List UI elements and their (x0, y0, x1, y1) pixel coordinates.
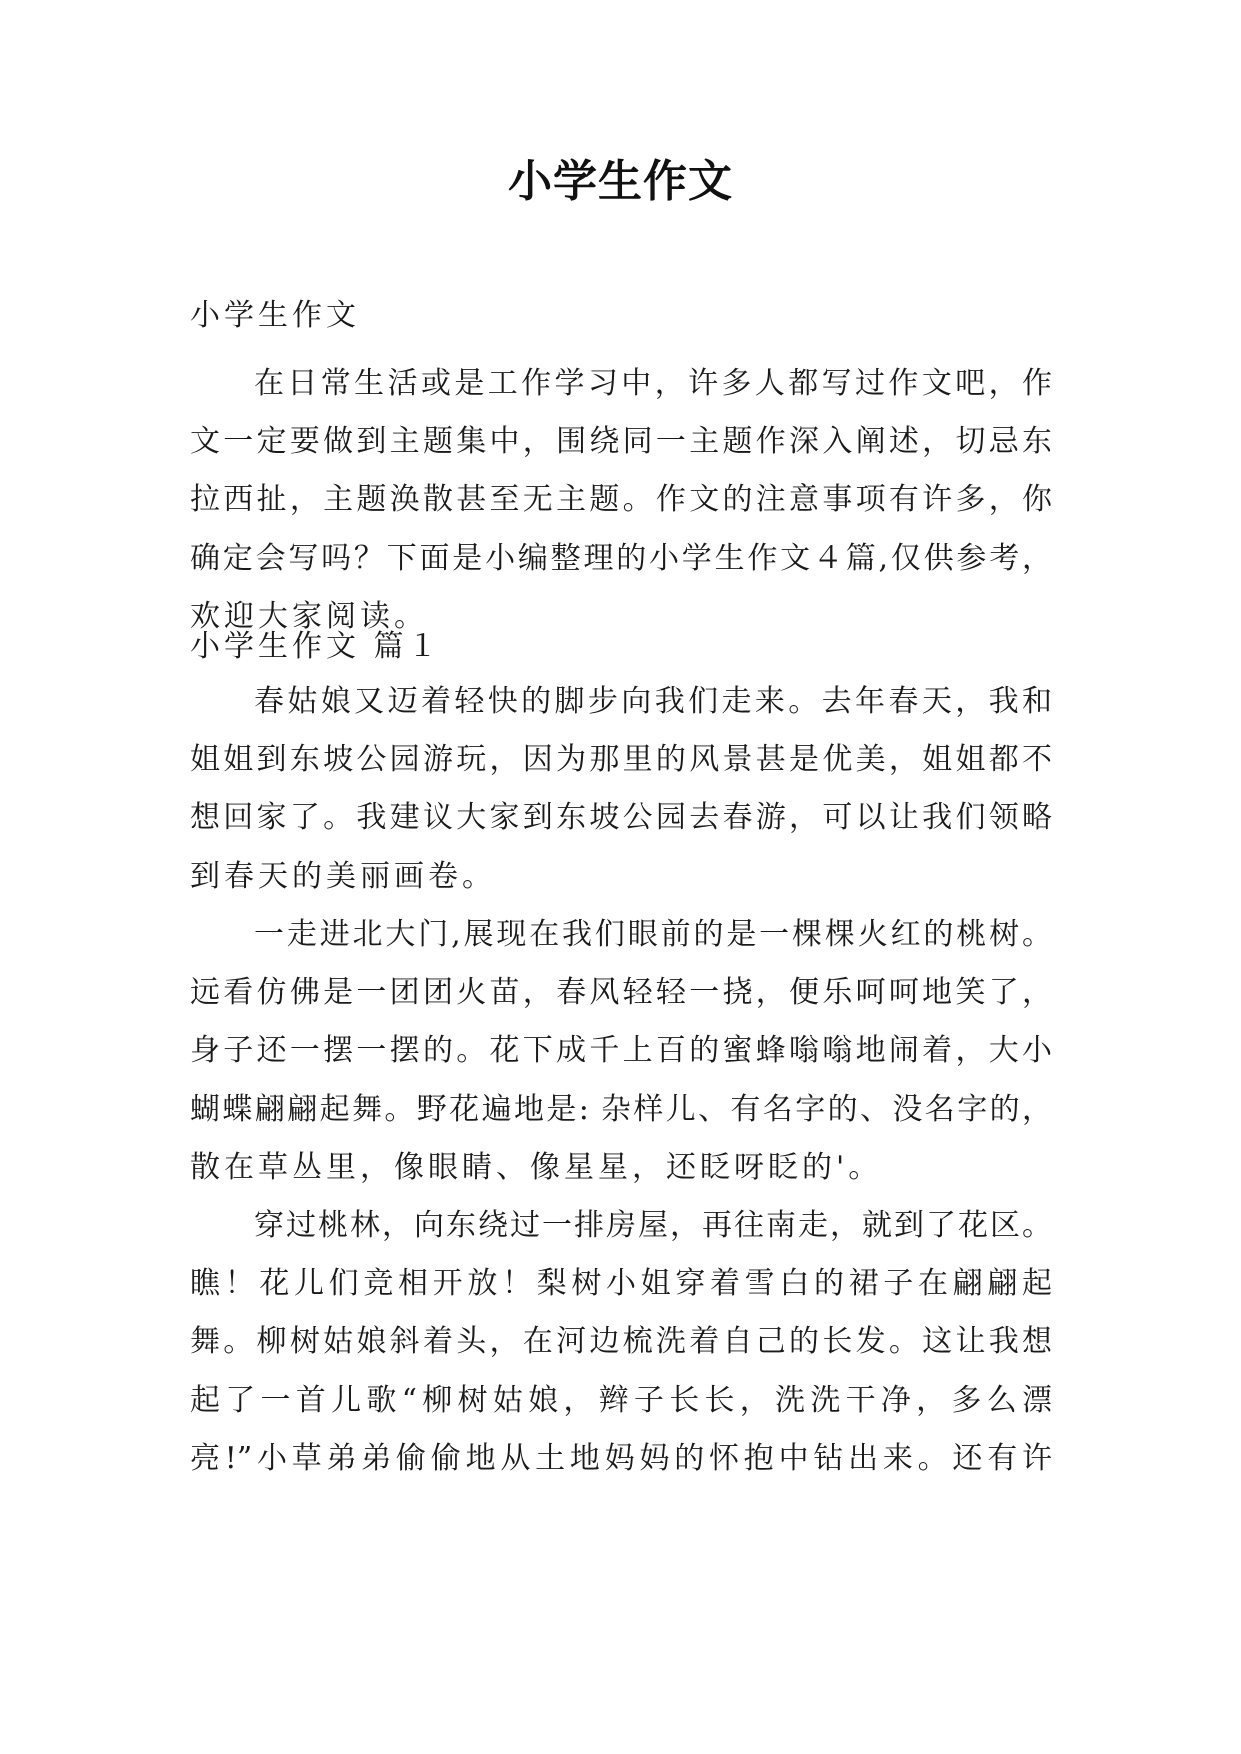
document-subtitle: 小学生作文 (190, 298, 360, 333)
text-line: 蝴蝶翩翩起舞。野花遍地是: 杂样儿、有名字的、没名字的， (190, 1091, 1052, 1127)
text-line: 想回家了。我建议大家到东坡公园去春游，可以让我们领略 (190, 800, 1052, 836)
text-line: 欢迎大家阅读。 (190, 598, 428, 634)
text-line: 散在草丛里，像眼睛、像星星，还眨呀眨的'。 (190, 1149, 883, 1185)
essay-paragraph-1 (190, 673, 1052, 906)
text-line: 文一定要做到主题集中，围绕同一主题作深入阐述，切忌东 (190, 424, 1052, 460)
text-line: 到春天的美丽画卷。 (190, 858, 496, 894)
text-line: 舞。柳树姑娘斜着头，在河边梳洗着自己的长发。这让我想 (190, 1324, 1052, 1360)
text-line: 起了一首儿歌“柳树姑娘，辫子长长，洗洗干净，多么漂 (190, 1382, 1052, 1418)
text-line: 确定会写吗？下面是小编整理的小学生作文４篇,仅供参考， (190, 540, 1052, 576)
text-line: 远看仿佛是一团团火苗，春风轻轻一挠，便乐呵呵地笑了， (190, 975, 1052, 1011)
text-line: 一走进北大门,展现在我们眼前的是一棵棵火红的桃树。 (254, 917, 1052, 952)
text-line: 姐姐到东坡公园游玩，因为那里的风景甚是优美，姐姐都不 (190, 742, 1052, 778)
text-line: 穿过桃林，向东绕过一排房屋，再往南走，就到了花区。 (254, 1208, 1052, 1243)
text-line: 在日常生活或是工作学习中，许多人都写过作文吧，作 (254, 366, 1052, 401)
text-line: 春姑娘又迈着轻快的脚步向我们走来。去年春天，我和 (254, 684, 1052, 719)
text-line: 身子还一摆一摆的。花下成千上百的蜜蜂嗡嗡地闹着，大小 (190, 1033, 1052, 1069)
section-heading-text: 小学生作文 篇１ (190, 629, 442, 664)
document-title: 小学生作文 (508, 156, 733, 207)
text-line: 亮!”小草弟弟偷偷地从土地妈妈的怀抱中钻出来。还有许 (190, 1440, 1052, 1476)
text-line: 拉西扯，主题涣散甚至无主题。作文的注意事项有许多，你 (190, 482, 1052, 518)
text-line: 瞧！花儿们竞相开放！梨树小姐穿着雪白的裙子在翩翩起 (190, 1266, 1052, 1302)
essay-paragraph-2 (190, 906, 1052, 1197)
essay-paragraph-3 (190, 1197, 1052, 1488)
intro-paragraph (190, 355, 1052, 646)
section-heading (190, 618, 1052, 676)
